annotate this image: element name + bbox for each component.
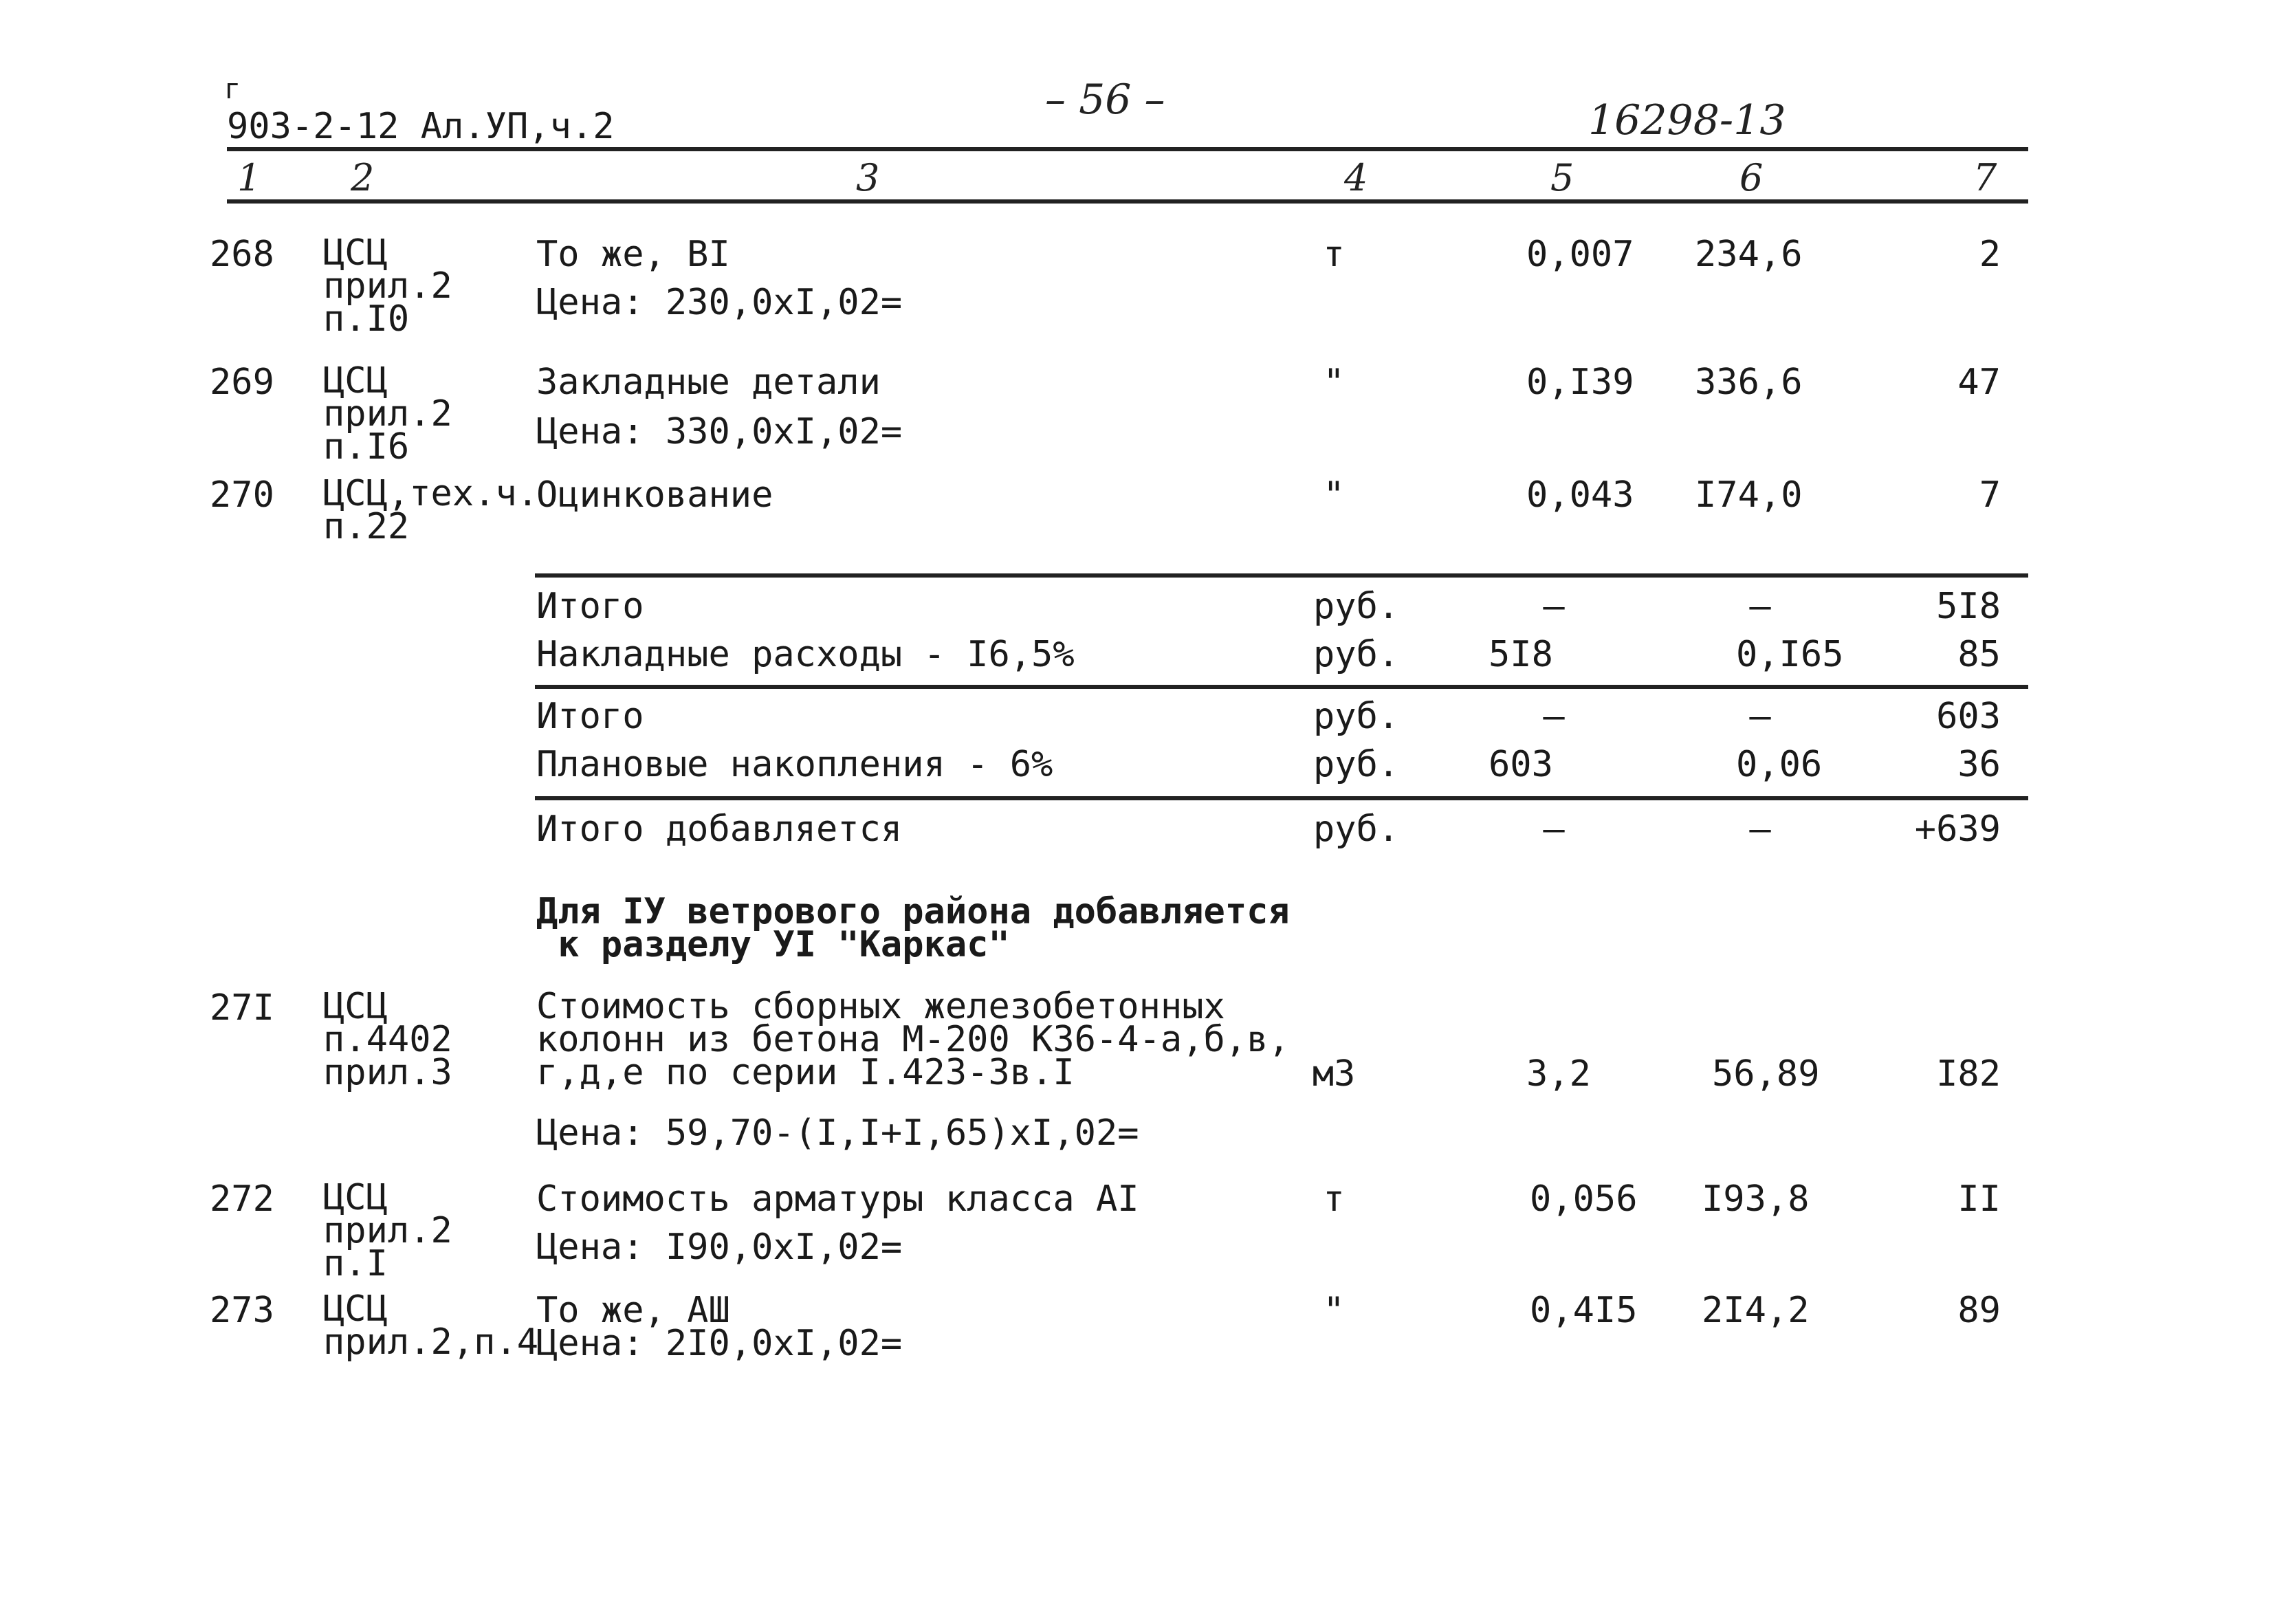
row-reference: ЦСЦ,тех.ч. п.22 — [323, 473, 539, 547]
row-number: 270 — [210, 474, 274, 516]
row-sum: 47 — [1957, 362, 2001, 403]
document-code: 903-2-12 Ал.УП,ч.2 — [227, 106, 615, 147]
totals-label: Плановые накопления - 6% — [536, 744, 1053, 785]
row-price-formula: Цена: 59,70-(I,I+I,65)xI,02= — [536, 1112, 1139, 1154]
totals-rate: – — [1749, 809, 1771, 850]
row-number: 269 — [210, 362, 274, 403]
column-number-3: 3 — [856, 156, 880, 199]
row-number: 272 — [210, 1178, 274, 1220]
row-quantity: 0,I39 — [1526, 362, 1634, 403]
totals-sum: 85 — [1957, 634, 2001, 675]
row-rate: I93,8 — [1702, 1178, 1810, 1220]
totals-rate: – — [1749, 586, 1771, 627]
totals-unit: руб. — [1313, 586, 1400, 627]
totals-unit: руб. — [1313, 744, 1400, 785]
row-unit: т — [1323, 234, 1345, 275]
totals-rule-3 — [535, 796, 2028, 800]
column-number-5: 5 — [1550, 156, 1574, 199]
totals-quantity: – — [1543, 809, 1565, 850]
totals-label: Итого добавляется — [536, 809, 903, 850]
totals-quantity: 603 — [1489, 744, 1553, 785]
totals-quantity: – — [1543, 696, 1565, 737]
row-unit: " — [1323, 1290, 1345, 1331]
header-bottom-rule — [227, 199, 2028, 204]
row-sum: II — [1957, 1178, 2001, 1220]
row-reference: ЦСЦ прил.2 п.I0 — [323, 232, 452, 340]
row-quantity: 0,043 — [1526, 474, 1634, 516]
row-sum: I82 — [1936, 1053, 2001, 1095]
row-description: Оцинкование — [536, 474, 773, 516]
column-number-6: 6 — [1739, 156, 1764, 199]
column-number-1: 1 — [237, 156, 261, 199]
totals-rate: 0,I65 — [1736, 634, 1844, 675]
totals-rule-2 — [535, 685, 2028, 689]
row-number: 268 — [210, 234, 274, 275]
row-price-formula: Цена: 2I0,0xI,02= — [536, 1323, 903, 1364]
row-quantity: 0,056 — [1530, 1178, 1638, 1220]
row-rate: 336,6 — [1695, 362, 1803, 403]
corner-mark: г — [224, 74, 241, 105]
row-number: 27I — [210, 987, 274, 1029]
totals-quantity: 5I8 — [1489, 634, 1553, 675]
totals-sum: +639 — [1914, 809, 2001, 850]
row-rate: I74,0 — [1695, 474, 1803, 516]
totals-unit: руб. — [1313, 634, 1400, 675]
row-description: То же, BI — [536, 234, 730, 275]
row-sum: 89 — [1957, 1290, 2001, 1331]
row-quantity: 0,007 — [1526, 234, 1634, 275]
row-price-formula: Цена: 230,0xI,02= — [536, 282, 903, 323]
header-top-rule — [227, 147, 2028, 151]
row-description: Закладные детали — [536, 362, 881, 403]
totals-sum: 5I8 — [1936, 586, 2001, 627]
row-reference: ЦСЦ п.4402 прил.3 — [323, 986, 452, 1093]
row-price-formula: Цена: 330,0xI,02= — [536, 411, 903, 452]
row-unit: " — [1323, 474, 1345, 516]
row-quantity: 3,2 — [1526, 1053, 1591, 1095]
row-rate: 2I4,2 — [1702, 1290, 1810, 1331]
column-number-2: 2 — [351, 156, 375, 199]
section-heading: Для IУ ветрового района добавляется к разделу УI "Каркас" — [536, 891, 1290, 965]
inventory-number: 16298-13 — [1588, 96, 1786, 144]
row-quantity: 0,4I5 — [1530, 1290, 1638, 1331]
totals-rate: – — [1749, 696, 1771, 737]
row-rate: 234,6 — [1695, 234, 1803, 275]
totals-rate: 0,06 — [1736, 744, 1823, 785]
row-unit: " — [1323, 362, 1345, 403]
row-price-formula: Цена: I90,0xI,02= — [536, 1227, 903, 1268]
totals-unit: руб. — [1313, 809, 1400, 850]
column-number-4: 4 — [1344, 156, 1368, 199]
totals-rule-1 — [535, 573, 2028, 578]
row-description: То же, АШ — [536, 1290, 730, 1331]
totals-label: Итого — [536, 586, 644, 627]
totals-label: Итого — [536, 696, 644, 737]
row-reference: ЦСЦ прил.2 п.I — [323, 1177, 452, 1284]
row-description: Стоимость арматуры класса AI — [536, 1178, 1139, 1220]
row-unit: т — [1323, 1178, 1345, 1220]
row-number: 273 — [210, 1290, 274, 1331]
page-number: – 56 – — [1045, 76, 1165, 124]
row-sum: 2 — [1979, 234, 2001, 275]
row-reference: ЦСЦ прил.2 п.I6 — [323, 360, 452, 468]
totals-unit: руб. — [1313, 696, 1400, 737]
row-description: Стоимость сборных железобетонных колонн из бетона М-200 К36-4-а,б,в, г,д,е по серии I.423-3в.I — [536, 986, 1290, 1093]
totals-label: Накладные расходы - I6,5% — [536, 634, 1075, 675]
row-reference: ЦСЦ прил.2,п.4 — [323, 1288, 539, 1363]
row-sum: 7 — [1979, 474, 2001, 516]
totals-sum: 603 — [1936, 696, 2001, 737]
column-number-7: 7 — [1973, 156, 1997, 199]
row-rate: 56,89 — [1712, 1053, 1820, 1095]
totals-quantity: – — [1543, 586, 1565, 627]
totals-sum: 36 — [1957, 744, 2001, 785]
row-unit: м3 — [1312, 1053, 1356, 1095]
